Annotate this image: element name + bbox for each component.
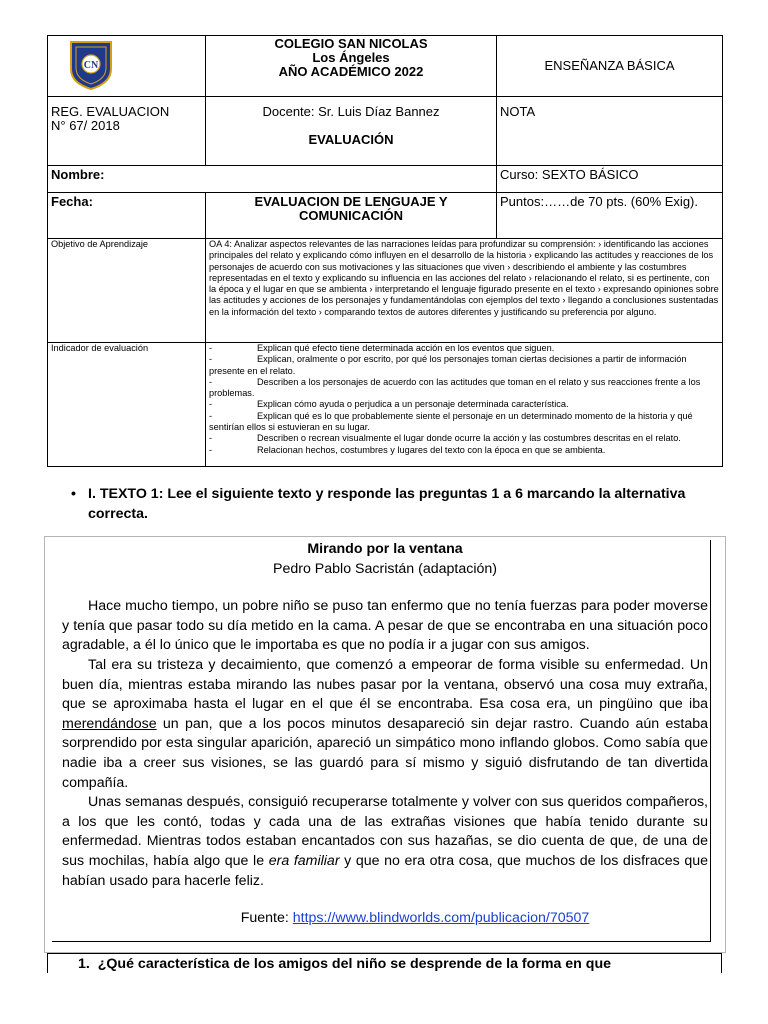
bullet-icon: •	[71, 486, 76, 502]
story	[62, 540, 708, 929]
evaluation-label: EVALUACIÓN	[308, 132, 394, 147]
grade-label: NOTA	[500, 104, 536, 119]
story-paragraph-1: Hace mucho tiempo, un pobre niño se puso tan enfermo que no tenía fuerzas para poder moverse y tenía que pasar todo su día metido en la cama. A pesar de que se encontraba en una situación poco agradable, a él lo único que le importaba es que no podía ir a jugar con sus amigos.	[62, 598, 708, 654]
indicator-item: - Explican qué efecto tiene determinada acción en los eventos que siguen.	[209, 343, 555, 353]
indicator-item: - Explican, oralmente o por escrito, por qué los personajes toman ciertas decisiones a partir de información presente en el relato.	[209, 354, 687, 376]
indicator-list	[209, 343, 719, 456]
story-source	[62, 909, 708, 929]
teacher-cell	[206, 97, 497, 166]
instruction-text: I. TEXTO 1: Lee el siguiente texto y responde las preguntas 1 a 6 marcando la alternativa correcta.	[88, 486, 686, 522]
story-author: Pedro Pablo Sacristán (adaptación)	[273, 560, 497, 577]
level-cell	[497, 36, 723, 97]
indicator-item: - Explican cómo ayuda o perjudica a un personaje determinada característica.	[209, 399, 569, 410]
reg-cell	[48, 97, 206, 166]
objective-text-cell	[206, 239, 723, 343]
points-cell	[497, 193, 723, 239]
indicator-item: - Relacionan hechos, costumbres y lugares del texto con la época en que se ambienta.	[209, 444, 606, 455]
points-label: Puntos:……de 70 pts. (60% Exig).	[500, 194, 698, 209]
underlined-word: merendándose	[62, 715, 157, 732]
source-label: Fuente:	[240, 910, 293, 927]
italic-phrase: era familiar	[268, 852, 340, 869]
indicator-label: Indicador de evaluación	[51, 343, 149, 353]
instruction	[71, 484, 700, 524]
reg-label: REG. EVALUACION	[51, 104, 170, 119]
date-label: Fecha:	[51, 194, 93, 209]
objective-label: Objetivo de Aprendizaje	[51, 239, 149, 249]
logo-cell	[48, 36, 206, 97]
course-label: Curso: SEXTO BÁSICO	[500, 167, 639, 182]
objective-text: OA 4: Analizar aspectos relevantes de las narraciones leídas para profundizar su comprensión: › identificando las acciones principales del relato y explicando cómo influyen en el desarrollo de la historia › explicando las actitudes y reacciones de los personajes de acuerdo con sus motivaciones y las situaciones que viven › describiendo el ambiente y las costumbres representadas en el texto y explicando su influencia en las acciones del relato › relacionando el relato, si es pertinente, con la época y el lugar en que se ambienta › interpretando el lenguaje figurado presente en el texto › expresando opiniones sobre las actitudes y acciones de los personajes y fundamentándolas con ejemplos del texto › llegando a conclusiones sustentadas en la información del texto › comparando textos de autores diferentes y justificando su preferencia por alguno.	[209, 239, 719, 317]
name-cell[interactable]	[48, 166, 497, 193]
school-info	[206, 36, 497, 97]
date-cell[interactable]	[48, 193, 206, 239]
logo-monogram: CN	[83, 60, 99, 71]
grade-cell	[497, 97, 723, 166]
source-link[interactable]: https://www.blindworlds.com/publicacion/70507	[292, 910, 590, 927]
school-crest-icon	[63, 39, 119, 91]
education-level: ENSEÑANZA BÁSICA	[544, 58, 675, 73]
question-text: ¿Qué característica de los amigos del niño se desprende de la forma en que	[97, 956, 612, 972]
question-number: 1.	[78, 956, 90, 972]
school-name: COLEGIO SAN NICOLAS	[274, 36, 428, 51]
test-title-cell	[206, 193, 497, 239]
header-table	[47, 35, 723, 467]
indicators-cell	[206, 343, 723, 467]
school-city: Los Ángeles	[312, 50, 390, 65]
course-cell	[497, 166, 723, 193]
story-paragraph-2: Tal era su tristeza y decaimiento, que comenzó a empeorar de forma visible su enfermedad. Un buen día, mientras estaba mirando las nubes pasar por la ventana, observó una cosa muy extraña, que se aproximaba hasta el lugar en el que él se encontraba. Esa cosa era, un pingüino que iba merendándose un pan, que a los pocos minutos desapareció sin dejar rastro. Cuando aún estaba sorprendido por esta singular aparición, apareció un simpático mono inflando globos. Como sabía que nadie iba a creer sus visiones, se las guardó para sí mismo y siguió disfrutando de tan divertida compañía.	[62, 656, 708, 791]
indicator-label-cell	[48, 343, 206, 467]
indicator-item: - Explican qué es lo que probablemente siente el personaje en un determinado momento de la historia y qué sentirían ellos si estuvieran en su lugar.	[209, 410, 693, 433]
indicator-item: - Describen o recrean visualmente el lugar donde ocurre la acción y las costumbres descritas en el relato.	[209, 433, 681, 444]
objective-label-cell	[48, 239, 206, 343]
name-label: Nombre:	[51, 167, 105, 182]
reg-number: N° 67/ 2018	[51, 118, 120, 133]
academic-year: AÑO ACADÉMICO 2022	[278, 64, 424, 79]
story-paragraph-3: Unas semanas después, consiguió recuperarse totalmente y volver con sus queridos compañeros, a los que les contó, todas y cada una de las extrañas visiones que había tenido durante su enfermedad. Mientras todos estaban encantados con sus hazañas, se dio cuenta de que, de una de sus mochilas, había algo que le era familiar y que no era otra cosa, que muchos de los disfraces que habían usado para hacerle feliz.	[62, 794, 708, 889]
teacher-name: Docente: Sr. Luis Díaz Bannez	[262, 104, 440, 119]
indicator-item: - Describen a los personajes de acuerdo con las actitudes que toman en el relato y sus reacciones frente a los problemas.	[209, 376, 701, 399]
story-title: Mirando por la ventana	[307, 541, 463, 557]
question-1	[47, 953, 722, 973]
test-title: EVALUACION DE LENGUAJE Y COMUNICACIÓN	[254, 194, 448, 223]
